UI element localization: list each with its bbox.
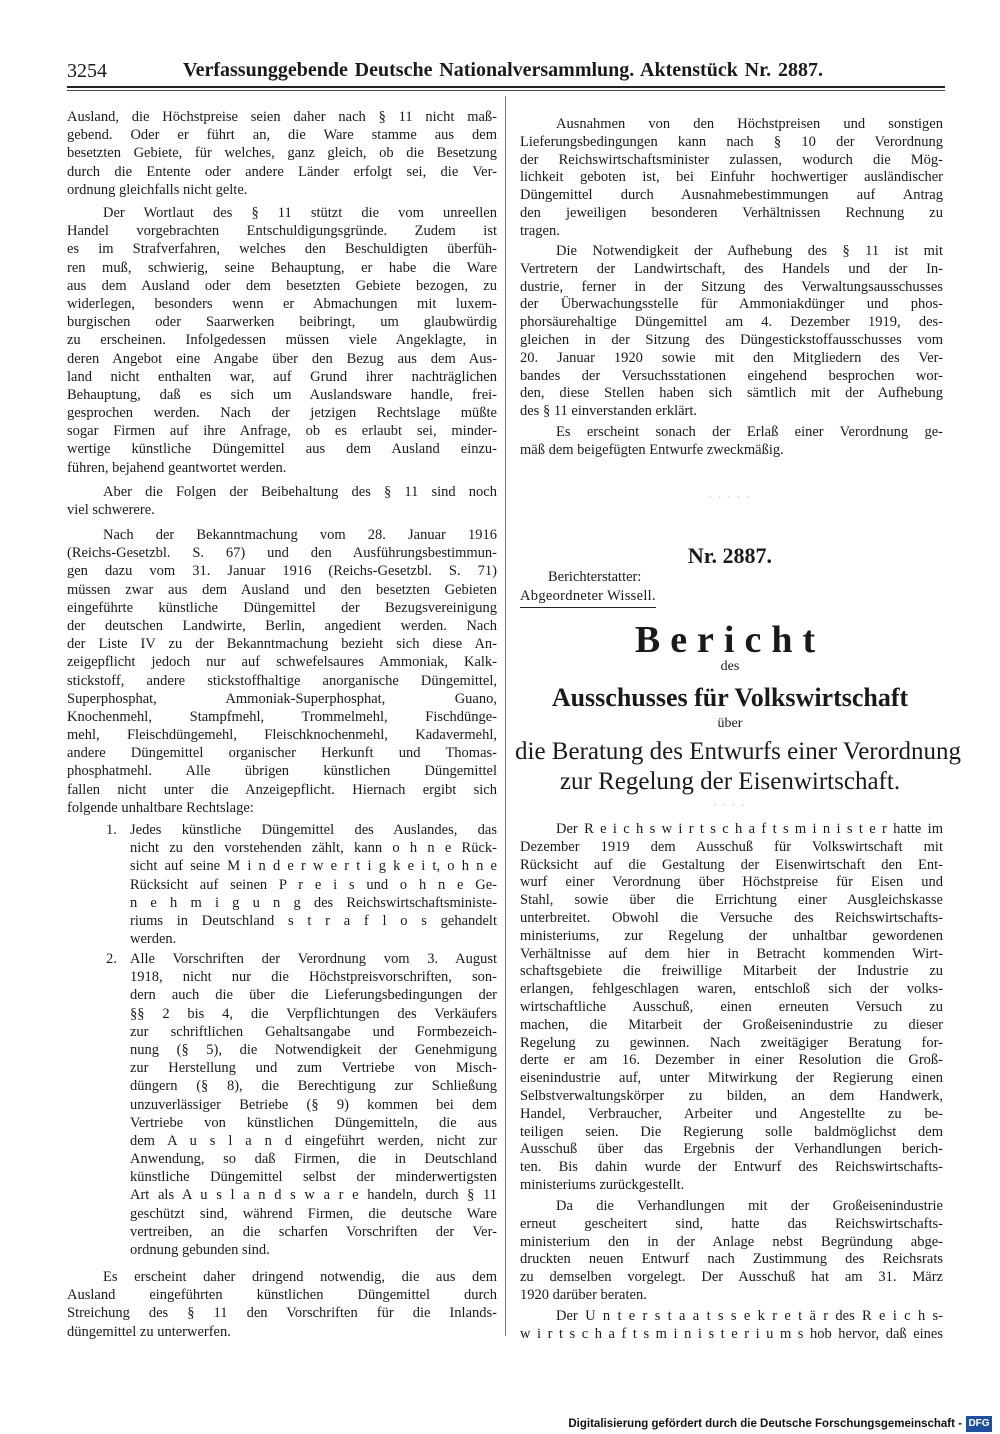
text-line: Vertretern der Landwirtschaft, des Handels und der In-	[520, 260, 943, 277]
text-line: tragen.	[520, 222, 560, 239]
text-line: der Liste IV zu der Bekanntmachung bezieht sich diese An-	[67, 636, 497, 653]
text-line: ordnung gleichfalls nicht gelte.	[67, 181, 248, 198]
text-line: Es erscheint daher dringend notwendig, die aus dem	[103, 1269, 497, 1285]
paragraph	[520, 424, 943, 460]
text-line: es im Strafverfahren, welches den Beschuldigten überfüh-	[67, 241, 497, 258]
text-line: gleichen in der Sitzung des Düngestickstoffausschusses vom	[520, 331, 943, 348]
column-divider	[505, 96, 506, 1336]
text-line: Selbstverwaltungskörper zu bilden, an dem Handwerk,	[520, 1087, 943, 1104]
text-line: erlangen, fehlgeschlagen waren, entschloß sich der volks-	[520, 981, 943, 998]
text-line: derte er am 16. Dezember in einer Resolution die Groß-	[520, 1052, 943, 1069]
text-line: Es erscheint sonach der Erlaß einer Verordnung ge-	[556, 424, 943, 440]
text-line: §§ 2 bis 4, die Verpflichtungen des Verkäufers	[130, 1005, 497, 1022]
committee-name: Ausschusses für Volkswirtschaft	[551, 683, 909, 712]
text-line: der deutschen Landwirte, Berlin, angedient werden. Nach	[67, 617, 497, 634]
text-line: unzuverlässiger Betriebe (§ 9) kommen bei dem	[130, 1096, 497, 1113]
text-line: w i r t s c h a f t s m i n i s t e r i u m s hob hervor, daß eines	[520, 1325, 943, 1342]
text-line: des § 11 einverstanden erklärt.	[520, 403, 698, 420]
text-line: n e h m i g u n g des Reichswirtschaftsministe-	[130, 894, 497, 911]
text-line: Jedes künstliche Düngemittel des Auslandes, das	[130, 822, 497, 838]
text-line: den, diese Stellen haben sich sämtlich mit der Aufhebung	[520, 385, 943, 402]
text-line: deren Angebot eine Angabe über den Bezug aus dem Aus-	[67, 350, 497, 367]
text-line: 20. Januar 1920 sowie mit den Mitgliedern des Ver-	[520, 349, 943, 366]
report-title: Bericht	[634, 619, 826, 661]
paragraph	[520, 1198, 943, 1305]
text-line: bandes der Versuchsstationen eingehend besprochen wor-	[520, 367, 943, 384]
text-line: Verhältnisse auf dem hier in Betracht kommenden Wirt-	[520, 945, 943, 962]
paragraph	[67, 526, 497, 817]
text-line: eisenindustrie auf, unter Mitwirkung der Regierung einen	[520, 1070, 943, 1087]
list-number: 2.	[106, 951, 117, 967]
text-line: aus dem Ausland oder dem besetzten Gebiete bezogen, zu	[67, 277, 497, 294]
text-line: wurf einer Verordnung über Höchstpreise für Eisen und	[520, 874, 943, 891]
text-line: gen dazu vom 31. Januar 1916 (Reichs-Gesetzbl. S. 71)	[67, 563, 497, 580]
report-ueber: über	[717, 716, 743, 731]
text-line: besetzten Gebiete, für welches, ganz gleich, ob die Besetzung	[67, 145, 497, 162]
text-line: sogar Firmen auf ihre Anfrage, ob es erlaubt sei, minder-	[67, 423, 497, 440]
ornament-dots: · · · · ·	[709, 492, 751, 502]
text-line: dem A u s l a n d eingeführt werden, nicht zur	[130, 1132, 497, 1149]
text-line: durch die Entente oder andere Länder erfolgt sei, die Ver-	[67, 163, 497, 180]
text-line: ministerium den in der Anlage nebst Begründung abge-	[520, 1233, 943, 1250]
text-line: düngern (§ 8), die Berechtigung zur Schließung	[130, 1078, 497, 1095]
paragraph	[520, 116, 943, 241]
text-line: burgischen oder Saarwerken beibringt, um glaubwürdig	[67, 314, 497, 331]
text-line: Streichung des § 11 den Vorschriften für die Inlands-	[67, 1305, 497, 1322]
text-line: Der Wortlaut des § 11 stützt die vom unreellen	[103, 205, 497, 221]
text-line: phosphatmehl. Alle übrigen künstlichen Düngemittel	[67, 763, 497, 780]
text-line: Handel vorgebrachten Entschuldigungsgründe. Zudem ist	[67, 223, 497, 240]
text-line: gebend. Oder er führt an, die Ware stamme aus dem	[67, 127, 497, 144]
report-subject-line-1: die Beratung des Entwurfs einer Verordnung	[515, 738, 961, 765]
text-line: Ausnahmen von den Höchstpreisen und sonstigen	[556, 116, 943, 132]
text-line: Art als A u s l a n d s w a r e handeln, durch § 11	[130, 1187, 497, 1204]
text-line: sicht auf seine M i n d e r w e r t i g k e i t, o h n e	[130, 858, 497, 875]
text-line: lichkeit geboten ist, bei Einfuhr hochwertiger ausländischer	[520, 169, 943, 186]
text-line: Ausschuß über das Ergebnis der Verhandlungen berich-	[520, 1141, 943, 1158]
text-line: mehl, Fleischdüngemehl, Fleischknochenmehl, Kadavermehl,	[67, 727, 497, 744]
text-line: widerlegen, besonders wenn er Abmachungen mit luxem-	[67, 295, 497, 312]
text-line: dern auch die über die Lieferungsbedingungen der	[130, 987, 497, 1004]
text-line: 1918, nicht nur die Höchstpreisvorschriften, son-	[130, 969, 497, 986]
text-line: druckten neuen Entwurf nach Zustimmung des Reichsrats	[520, 1251, 943, 1268]
text-line: phorsäurehaltige Düngemittel am 4. Dezember 1919, des-	[520, 314, 943, 331]
header-rule	[67, 86, 945, 88]
text-line: ten. Bis dahin wurde der Entwurf des Reichswirtschafts-	[520, 1159, 943, 1176]
text-line: mäß dem beigefügten Entwurfe zweckmäßig.	[520, 441, 784, 458]
text-line: zur schriftlichen Gehaltsangabe und Formbezeich-	[130, 1023, 497, 1040]
text-line: Düngemittel durch Ausnahmebestimmungen auf Antrag	[520, 187, 943, 204]
reporter-name: Abgeordneter Wissell.	[520, 588, 656, 608]
text-line: Lieferungsbedingungen kann nach § 10 der Verordnung	[520, 133, 943, 150]
reporter-label: Berichterstatter:	[548, 569, 642, 585]
text-line: Stahl, sowie über die Errichtung einer Ausgleichskasse	[520, 892, 943, 909]
text-line: geschützt sind, während Firmen, die deutsche Ware	[130, 1205, 497, 1222]
text-line: den jeweiligen besonderen Verhältnissen Rechnung zu	[520, 204, 943, 221]
text-line: düngemittel zu unterwerfen.	[67, 1323, 231, 1340]
ornament-dots: · · · ·	[713, 800, 747, 810]
text-line: gesprochen werden. Nach der jetzigen Rechtslage müßte	[67, 405, 497, 422]
list-number: 1.	[106, 822, 117, 838]
text-line: andere Düngemittel organischer Herkunft und Thomas-	[67, 745, 497, 762]
text-line: werden.	[130, 931, 177, 948]
text-line: Ausland eingeführten künstlichen Düngemittel durch	[67, 1287, 497, 1304]
text-line: Rücksicht auf die Gestaltung der Eisenwirtschaft den Ent-	[520, 856, 943, 873]
text-line: Vertriebe von künstlichen Düngemitteln, die aus	[130, 1114, 497, 1131]
text-line: wertige künstliche Düngemittel aus dem Ausland einzu-	[67, 441, 497, 458]
text-line: zur Herstellung und zum Vertriebe von Misch-	[130, 1060, 497, 1077]
running-header-title: Verfassunggebende Deutsche Nationalversammlung. Aktenstück Nr. 2887.	[183, 59, 823, 81]
text-line: vertreiben, an die scharfen Vorschriften der Ver-	[130, 1223, 497, 1240]
text-line: Die Notwendigkeit der Aufhebung des § 11 ist mit	[556, 243, 943, 259]
text-line: müssen zwar aus dem Ausland und den besetzten Gebieten	[67, 581, 497, 598]
text-line: nicht zu den vorstehenden zählt, kann o h n e Rück-	[130, 840, 497, 857]
text-line: Der R e i c h s w i r t s c h a f t s m i n i s t e r hatte im	[556, 821, 943, 837]
paragraph	[520, 821, 943, 1195]
document-number: Nr. 2887.	[687, 543, 773, 568]
text-line: Dezember 1919 dem Ausschuß für Volkswirtschaft mit	[520, 838, 943, 855]
paragraph	[67, 204, 497, 477]
report-des: des	[720, 659, 740, 674]
text-line: folgende unhaltbare Rechtslage:	[67, 799, 254, 816]
text-line: zu demselben vorgelegt. Der Ausschuß hat am 31. März	[520, 1269, 943, 1286]
text-line: Knochenmehl, Stampfmehl, Trommelmehl, Fischdünge-	[67, 708, 497, 725]
text-line: viel schwerere.	[67, 502, 155, 519]
paragraph	[520, 1308, 943, 1344]
text-line: zeigepflicht jedoch nur auf schwefelsaures Ammoniak, Kalk-	[67, 654, 497, 671]
text-line: Der U n t e r s t a a t s s e k r e t ä r des R e i c h s-	[556, 1308, 943, 1324]
text-line: der Reichswirtschaftsminister zulassen, wodurch die Mög-	[520, 151, 943, 168]
text-line: Handel, Verbraucher, Arbeiter und Angestellte zu be-	[520, 1105, 943, 1122]
header-rule-thin	[67, 90, 945, 91]
text-line: Nach der Bekanntmachung vom 28. Januar 1916	[103, 527, 497, 543]
list-item	[130, 821, 497, 948]
text-line: ren muß, schwierig, seine Behauptung, er habe die Ware	[67, 259, 497, 276]
text-line: riums in Deutschland s t r a f l o s gehandelt	[130, 912, 497, 929]
page-number: 3254	[67, 60, 107, 82]
list-item	[130, 950, 497, 1259]
text-line: stickstoff, andere stickstoffhaltige anorganische Düngemittel,	[67, 672, 497, 689]
text-line: Superphosphat, Ammoniak-Superphosphat, Guano,	[67, 690, 497, 707]
digitization-credit: Digitalisierung gefördert durch die Deutsche Forschungsgemeinschaft -	[568, 1418, 962, 1430]
text-line: (Reichs-Gesetzbl. S. 67) und den Ausführungsbestimmun-	[67, 545, 497, 562]
text-line: machen, die Mitarbeit der Großeisenindustrie zu dieser	[520, 1016, 943, 1033]
text-line: 1920 darüber beraten.	[520, 1286, 647, 1303]
text-line: land nicht enthalten war, auf Grund ihrer nachträglichen	[67, 368, 497, 385]
text-line: ministeriums, zur Regelung der unhaltbar gewordenen	[520, 927, 943, 944]
text-line: ministeriums zurückgestellt.	[520, 1176, 685, 1193]
paragraph	[520, 243, 943, 421]
text-line: der Überwachungsstelle für Ammoniakdünger und phos-	[520, 296, 943, 313]
text-line: führen, bejahend geantwortet werden.	[67, 459, 287, 476]
text-line: nung (§ 5), die Notwendigkeit der Genehmigung	[130, 1041, 497, 1058]
dfg-logo: DFG	[966, 1416, 992, 1432]
text-line: Anwendung, so daß Firmen, die in Deutschland	[130, 1151, 497, 1168]
text-line: eingeführte künstliche Düngemittel der Bezugsvereinigung	[67, 599, 497, 616]
text-line: künstliche Düngemittel selbst der minderwertigsten	[130, 1169, 497, 1186]
text-line: Rücksicht auf seinen P r e i s und o h n e Ge-	[130, 876, 497, 893]
text-line: Alle Vorschriften der Verordnung vom 3. August	[130, 951, 497, 967]
paragraph	[67, 483, 497, 519]
paragraph	[67, 108, 497, 199]
text-line: Ausland, die Höchstpreise seien daher nach § 11 nicht maß-	[67, 109, 497, 125]
text-line: Aber die Folgen der Beibehaltung des § 11 sind noch	[103, 484, 497, 500]
report-subject-line-2: zur Regelung der Eisenwirtschaft.	[559, 768, 901, 795]
text-line: teiligen seien. Die Regierung solle baldmöglichst dem	[520, 1123, 943, 1140]
text-line: Regelung zu gewinnen. Nach zweitägiger Beratung for-	[520, 1034, 943, 1051]
text-line: fallen nicht unter die Anzeigepflicht. Hiernach ergibt sich	[67, 781, 497, 798]
paragraph	[67, 1268, 497, 1341]
text-line: zu erscheinen. Infolgedessen müssen viele Angeklagte, in	[67, 332, 497, 349]
text-line: dustrie, ferner in der Sitzung des Verwaltungsausschusses	[520, 278, 943, 295]
text-line: erneut gescheitert sind, hatte das Reichswirtschafts-	[520, 1215, 943, 1232]
text-line: wirtschaftliche Ausschuß, einen erneuten Versuch zu	[520, 998, 943, 1015]
text-line: ordnung gebunden sind.	[130, 1242, 270, 1258]
text-line: schaftsgebiete die freiwillige Mitarbeit der Industrie zu	[520, 963, 943, 980]
text-line: Behauptung, daß es sich um Auslandsware handle, frei-	[67, 386, 497, 403]
text-line: Da die Verhandlungen mit der Großeisenindustrie	[556, 1198, 943, 1214]
text-line: unterbreitet. Obwohl die Versuche des Reichswirtschafts-	[520, 909, 943, 926]
